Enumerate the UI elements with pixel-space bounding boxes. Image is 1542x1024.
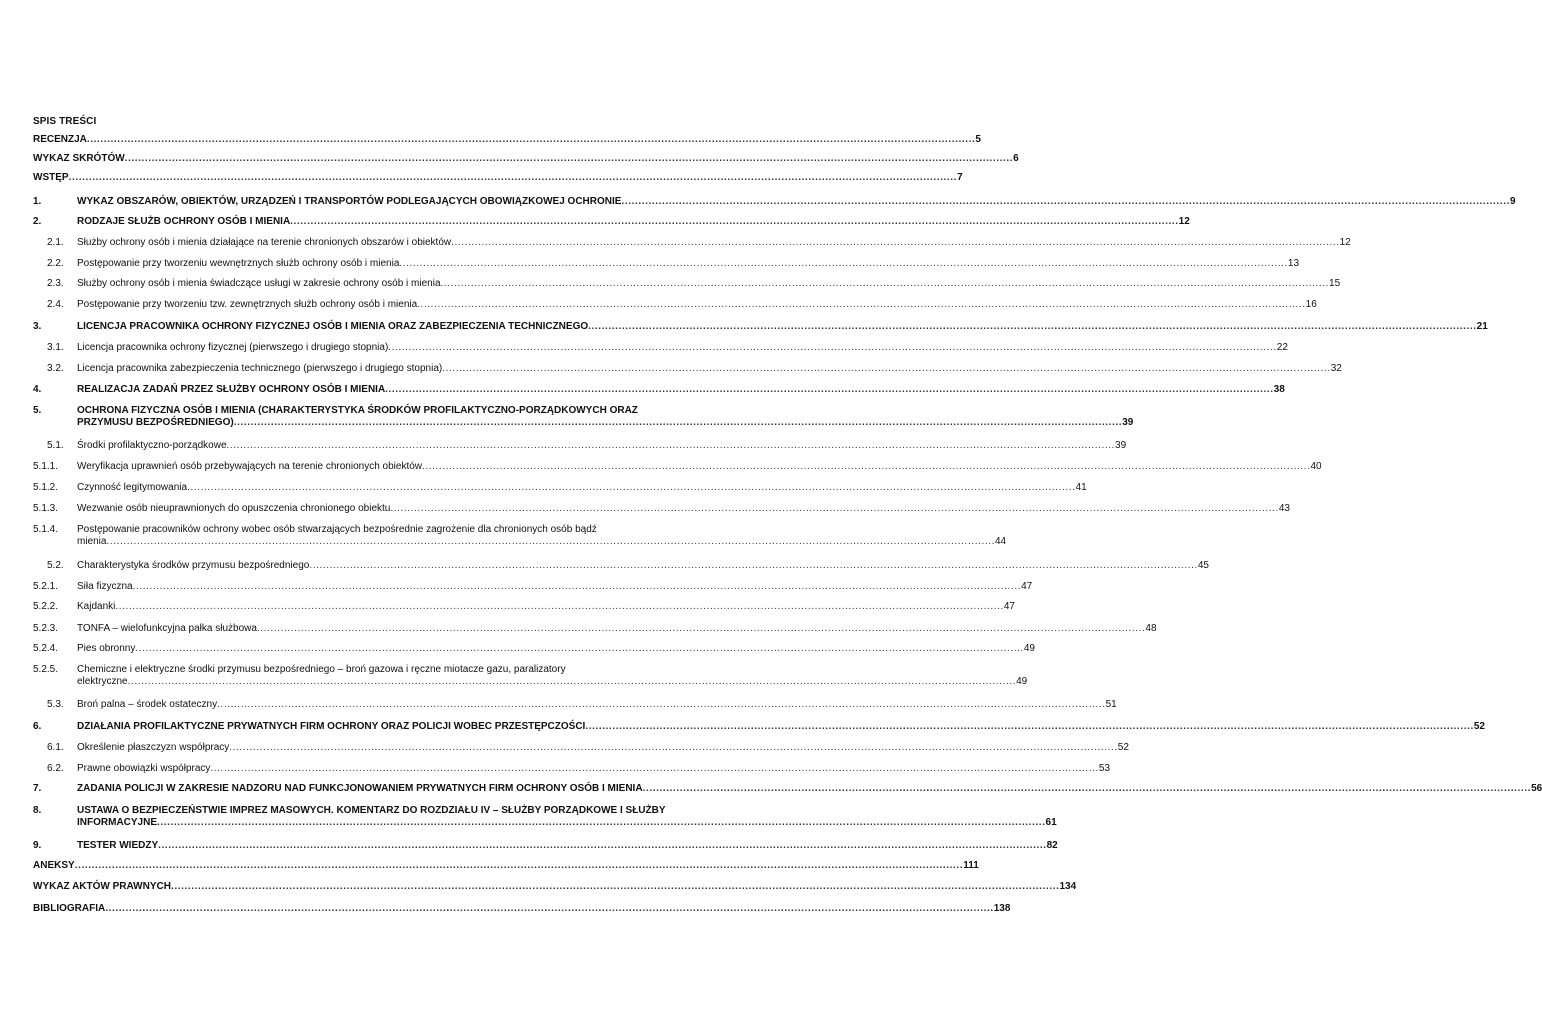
toc-entry-text: Broń palna – środek ostateczny <box>77 699 218 710</box>
toc-entry-number: 2.2. <box>47 258 64 269</box>
toc-entry-page: 47 <box>1021 581 1033 592</box>
toc-entry-page: 52 <box>1473 721 1485 732</box>
toc-entry-number: 7. <box>33 783 42 794</box>
toc-entry-page: 48 <box>1145 623 1157 634</box>
dot-leader <box>442 363 1331 375</box>
toc-entry[interactable] <box>33 860 979 872</box>
toc-entry-text: Wezwanie osób nieuprawnionych do opuszczenia chronionego obiektu <box>77 503 391 514</box>
toc-entry[interactable] <box>33 783 1542 795</box>
toc-entry[interactable] <box>33 763 1111 775</box>
toc-entry-number: 5.2.1. <box>33 581 59 592</box>
toc-entry-page: 39 <box>1115 440 1127 451</box>
dot-leader <box>234 417 1123 429</box>
toc-entry-text: RODZAJE SŁUŻB OCHRONY OSÓB I MIENIA <box>77 216 291 227</box>
toc-entry-page: 16 <box>1305 299 1317 310</box>
toc-entry-text: WYKAZ OBSZARÓW, OBIEKTÓW, URZĄDZEŃ I TRANSPORTÓW PODLEGAJĄCYCH OBOWIĄZKOWEJ OCHRONIE <box>77 196 622 207</box>
toc-entry[interactable] <box>33 237 1351 249</box>
dot-leader <box>87 134 976 146</box>
dot-leader <box>229 742 1118 754</box>
dot-leader <box>621 196 1510 208</box>
toc-entry-number: 5.2.2. <box>33 601 59 612</box>
toc-entry-number: 5.1.2. <box>33 482 59 493</box>
toc-entry-page: 49 <box>1023 643 1035 654</box>
toc-entry-text: mienia <box>77 536 107 547</box>
toc-entry-page: 41 <box>1075 482 1087 493</box>
toc-entry-page: 56 <box>1531 783 1542 794</box>
toc-entry-page: 44 <box>994 536 1007 547</box>
toc-entry-text: Postępowanie pracowników ochrony wobec osób stwarzających bezpośrednie zagrożenie dla chronionych osób bądź <box>77 524 597 535</box>
dot-leader <box>399 258 1288 270</box>
toc-entry-number: 5.2.5. <box>33 664 59 675</box>
dot-leader <box>217 699 1106 711</box>
toc-entry[interactable] <box>33 278 1341 290</box>
dot-leader <box>441 278 1330 290</box>
toc-entry-number: 5.3. <box>47 699 64 710</box>
toc-entry-text: Postępowanie przy tworzeniu tzw. zewnętrznych służb ochrony osób i mienia <box>77 299 418 310</box>
toc-entry-text: ZADANIA POLICJI W ZAKRESIE NADZORU NAD FUNKCJONOWANIEM PRYWATNYCH FIRM OCHRONY OSÓB I MIENIA <box>77 783 643 794</box>
dot-leader <box>133 581 1022 593</box>
toc-entry-page: 6 <box>1013 153 1019 164</box>
dot-leader <box>417 299 1306 311</box>
toc-entry-page: 82 <box>1046 840 1058 851</box>
toc-entry-page: 9 <box>1509 196 1516 207</box>
toc-entry-text: Służby ochrony osób i mienia świadczące usługi w zakresie ochrony osób i mienia <box>77 278 441 289</box>
toc-entry[interactable] <box>33 623 1157 635</box>
toc-entry-text: elektryczne <box>77 676 128 687</box>
toc-entry-text: Siła fizyczna <box>77 581 133 592</box>
toc-entry[interactable] <box>33 560 1209 572</box>
dot-leader <box>422 461 1311 473</box>
toc-entry[interactable] <box>33 384 1285 396</box>
toc-entry-page: 12 <box>1178 216 1190 227</box>
toc-entry[interactable] <box>33 134 981 146</box>
dot-leader <box>390 503 1279 515</box>
dot-leader <box>115 601 1004 613</box>
toc-entry-text: Służby ochrony osób i mienia działające na terenie chronionych obszarów i obiektów <box>77 237 452 248</box>
toc-entry[interactable] <box>33 363 1342 375</box>
toc-entry-number: 5.2. <box>47 560 64 571</box>
toc-entry-number: 3.2. <box>47 363 64 374</box>
toc-entry-page: 47 <box>1003 601 1015 612</box>
toc-entry[interactable] <box>33 742 1129 754</box>
dot-leader <box>227 440 1116 452</box>
toc-entry[interactable] <box>33 403 1134 429</box>
toc-entry-number: 6.1. <box>47 742 64 753</box>
toc-entry-number: 2.1. <box>47 237 64 248</box>
dot-leader <box>388 342 1277 354</box>
dot-leader <box>105 903 994 915</box>
dot-leader <box>210 763 1099 775</box>
toc-entry[interactable] <box>33 153 1019 165</box>
toc-entry[interactable] <box>33 662 1028 688</box>
toc-entry-text: Chemiczne i elektryczne środki przymusu bezpośredniego – broń gazowa i ręczne miotacze gazu, paralizatory <box>77 664 566 675</box>
toc-entry-text: Licencja pracownika ochrony fizycznej (pierwszego i drugiego stopnia) <box>77 342 389 353</box>
toc-entry-page: 5 <box>975 134 981 145</box>
toc-entry-text: Licencja pracownika zabezpieczenia technicznego (pierwszego i drugiego stopnia) <box>77 363 443 374</box>
toc-entry-page: 22 <box>1276 342 1288 353</box>
dot-leader <box>290 216 1179 228</box>
toc-entry[interactable] <box>33 581 1033 593</box>
toc-entry[interactable] <box>33 461 1322 473</box>
toc-entry-number: 9. <box>33 840 42 851</box>
toc-title: SPIS TREŚCI <box>33 116 97 127</box>
toc-entry-page: 138 <box>993 903 1011 914</box>
dot-leader <box>69 172 958 184</box>
toc-entry[interactable] <box>33 172 963 184</box>
toc-entry[interactable] <box>33 721 1485 733</box>
dot-leader <box>588 321 1477 333</box>
toc-entry-number: 5.1.4. <box>33 524 59 535</box>
toc-entry-text: WSTĘP <box>33 172 69 183</box>
toc-entry-text: DZIAŁANIA PROFILAKTYCZNE PRYWATNYCH FIRM OCHRONY ORAZ POLICJI WOBEC PRZESTĘPCZOŚCI <box>77 721 586 732</box>
toc-entry-text: Środki profilaktyczno-porządkowe <box>77 440 227 451</box>
dot-leader <box>643 783 1532 795</box>
dot-leader <box>75 860 964 872</box>
toc-entry-page: 45 <box>1197 560 1209 571</box>
toc-entry-text: Postępowanie przy tworzeniu wewnętrznych służb ochrony osób i mienia <box>77 258 400 269</box>
toc-entry-page: 61 <box>1045 817 1057 828</box>
toc-entry-number: 6.2. <box>47 763 64 774</box>
toc-entry-number: 2.4. <box>47 299 64 310</box>
toc-entry-text: WYKAZ SKRÓTÓW <box>33 153 125 164</box>
toc-entry-page: 39 <box>1122 417 1134 428</box>
toc-entry-page: 32 <box>1330 363 1342 374</box>
toc-entry[interactable] <box>33 299 1317 311</box>
toc-entry[interactable] <box>33 840 1058 852</box>
toc-entry[interactable] <box>33 503 1290 515</box>
toc-entry-page: 52 <box>1117 742 1129 753</box>
toc-entry-page: 134 <box>1059 881 1077 892</box>
toc-entry-text: TESTER WIEDZY <box>77 840 159 851</box>
toc-entry-text: REALIZACJA ZADAŃ PRZEZ SŁUŻBY OCHRONY OSÓB I MIENIA <box>77 384 386 395</box>
toc-entry-text: PRZYMUSU BEZPOŚREDNIEGO) <box>77 417 234 428</box>
dot-leader <box>171 881 1060 893</box>
toc-entry[interactable] <box>33 699 1117 711</box>
toc-entry-number: 6. <box>33 721 42 732</box>
toc-entry-text: RECENZJA <box>33 134 87 145</box>
dot-leader <box>128 676 1017 688</box>
toc-entry-page: 40 <box>1310 461 1322 472</box>
toc-entry-text: TONFA – wielofunkcyjna pałka służbowa <box>77 623 257 634</box>
toc-entry[interactable] <box>33 643 1035 655</box>
toc-entry-number: 2. <box>33 216 42 227</box>
toc-entry-text: WYKAZ AKTÓW PRAWNYCH <box>33 881 171 892</box>
toc-entry-number: 5.2.3. <box>33 623 59 634</box>
toc-entry[interactable] <box>33 196 1516 208</box>
toc-entry[interactable] <box>33 522 1007 548</box>
toc-entry-number: 1. <box>33 196 42 207</box>
toc-entry-page: 43 <box>1278 503 1290 514</box>
toc-entry[interactable] <box>33 342 1288 354</box>
dot-leader <box>385 384 1274 396</box>
toc-entry-page: 15 <box>1329 278 1341 289</box>
toc-entry-text: Weryfikacja uprawnień osób przebywających na terenie chronionych obiektów <box>77 461 422 472</box>
toc-entry-page: 51 <box>1105 699 1117 710</box>
toc-entry-number: 4. <box>33 384 42 395</box>
toc-entry-page: 21 <box>1476 321 1488 332</box>
toc-entry-text: USTAWA O BEZPIECZEŃSTWIE IMPREZ MASOWYCH. KOMENTARZ DO ROZDZIAŁU IV – SŁUŻBY PORZĄDKOWE I SŁUŻBY <box>77 805 666 816</box>
dot-leader <box>451 237 1340 249</box>
dot-leader <box>135 643 1024 655</box>
toc-entry[interactable] <box>33 216 1190 228</box>
toc-entry-page: 38 <box>1273 384 1285 395</box>
toc-entry-page: 53 <box>1098 763 1111 774</box>
toc-entry-text: Prawne obowiązki współpracy <box>77 763 211 774</box>
toc-entry-text: Określenie płaszczyzn współpracy <box>77 742 230 753</box>
toc-entry-number: 3. <box>33 321 42 332</box>
toc-entry-number: 5. <box>33 405 42 416</box>
toc-entry[interactable] <box>33 601 1015 613</box>
dot-leader <box>585 721 1474 733</box>
toc-entry-text: LICENCJA PRACOWNIKA OCHRONY FIZYCZNEJ OSÓB I MIENIA ORAZ ZABEZPIECZENIA TECHNICZNEGO <box>77 321 589 332</box>
toc-entry-page: 111 <box>963 860 979 871</box>
toc-entry-number: 5.1. <box>47 440 64 451</box>
toc-entry-text: Czynność legitymowania <box>77 482 188 493</box>
toc-entry-text: ANEKSY <box>33 860 75 871</box>
toc-entry[interactable] <box>33 440 1127 452</box>
dot-leader <box>309 560 1198 572</box>
toc-entry[interactable] <box>33 321 1488 333</box>
toc-entry-number: 5.1.3. <box>33 503 59 514</box>
toc-entry[interactable] <box>33 903 1011 915</box>
toc-entry-text: Charakterystyka środków przymusu bezpośredniego <box>77 560 310 571</box>
toc-entry-page: 13 <box>1287 258 1300 269</box>
dot-leader <box>106 536 995 548</box>
toc-entry-page: 7 <box>957 172 963 183</box>
dot-leader <box>187 482 1076 494</box>
toc-entry-page: 49 <box>1016 676 1028 687</box>
toc-entry[interactable] <box>33 803 1057 829</box>
toc-entry-number: 2.3. <box>47 278 64 289</box>
toc-entry-text: INFORMACYJNE <box>77 817 158 828</box>
toc-entry[interactable] <box>33 482 1087 494</box>
toc-entry[interactable] <box>33 258 1300 270</box>
toc-entry-text: OCHRONA FIZYCZNA OSÓB I MIENIA (CHARAKTERYSTYKA ŚRODKÓW PROFILAKTYCZNO-PORZĄDKOWYCH ORAZ <box>77 405 638 416</box>
toc-entry-text: BIBLIOGRAFIA <box>33 903 106 914</box>
toc-entry-number: 5.2.4. <box>33 643 59 654</box>
toc-entry-number: 8. <box>33 805 42 816</box>
toc-entry-page: 12 <box>1339 237 1351 248</box>
dot-leader <box>125 153 1014 165</box>
toc-entry-text: Kajdanki <box>77 601 116 612</box>
toc-entry-text: Pies obronny <box>77 643 136 654</box>
dot-leader <box>158 840 1047 852</box>
dot-leader <box>157 817 1046 829</box>
toc-entry-number: 3.1. <box>47 342 64 353</box>
toc-entry-number: 5.1.1. <box>33 461 59 472</box>
dot-leader <box>257 623 1146 635</box>
toc-entry[interactable] <box>33 881 1077 893</box>
